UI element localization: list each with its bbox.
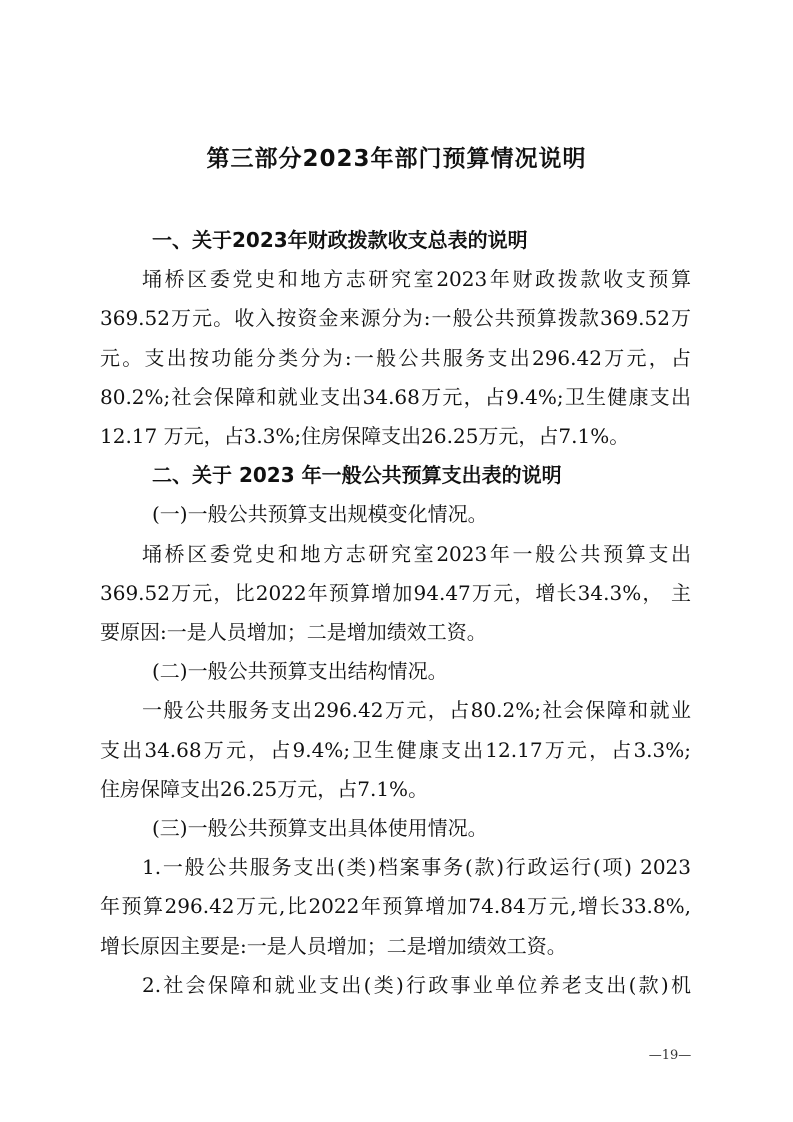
- text-line: 年预算296.42万元,比2022年预算增加74.84万元,增长33.8%,: [100, 894, 691, 919]
- text-line: 住房保障支出26.25万元，占7.1%。: [100, 776, 429, 801]
- text-line: 增长原因主要是:一是人员增加；二是增加绩效工资。: [100, 933, 567, 958]
- text-line: 12.17 万元，占3.3%;住房保障支出26.25万元，占7.1%。: [100, 424, 630, 448]
- section-heading: 一、关于2023年财政拨款收支总表的说明: [152, 228, 528, 252]
- text-line: 369.52万元，比2022年预算增加94.47万元，增长34.3%， 主: [100, 580, 691, 605]
- text-line: (三)一般公共预算支出具体使用情况。: [152, 816, 488, 840]
- text-line: 80.2%;社会保障和就业支出34.68万元，占9.4%;卫生健康支出: [100, 384, 691, 409]
- page-number: —19—: [648, 1048, 692, 1063]
- text-line: 1.一般公共服务支出(类)档案事务(款)行政运行(项) 2023: [142, 855, 691, 880]
- text-line: 元。支出按功能分类分为:一般公共服务支出296.42万元，占: [100, 345, 691, 370]
- text-line: 埇桥区委党史和地方志研究室2023年财政拨款收支预算: [142, 267, 691, 292]
- text-line: 埇桥区委党史和地方志研究室2023年一般公共预算支出: [142, 541, 691, 566]
- text-line: (一)一般公共预算支出规模变化情况。: [152, 502, 488, 527]
- text-line: 要原因:一是人员增加；二是增加绩效工资。: [100, 620, 487, 644]
- text-line: 2.社会保障和就业支出(类)行政事业单位养老支出(款)机: [142, 972, 691, 997]
- text-line: 支出34.68万元，占9.4%;卫生健康支出12.17万元，占3.3%;: [100, 737, 691, 762]
- section-heading: 二、关于 2023 年一般公共预算支出表的说明: [152, 463, 562, 488]
- text-line: 369.52万元。收入按资金来源分为:一般公共预算拨款369.52万: [100, 306, 691, 331]
- text-line: 一般公共服务支出296.42万元，占80.2%;社会保障和就业: [142, 698, 691, 723]
- text-line: (二)一般公共预算支出结构情况。: [152, 659, 448, 684]
- page-title: 第三部分2023年部门预算情况说明: [206, 146, 587, 172]
